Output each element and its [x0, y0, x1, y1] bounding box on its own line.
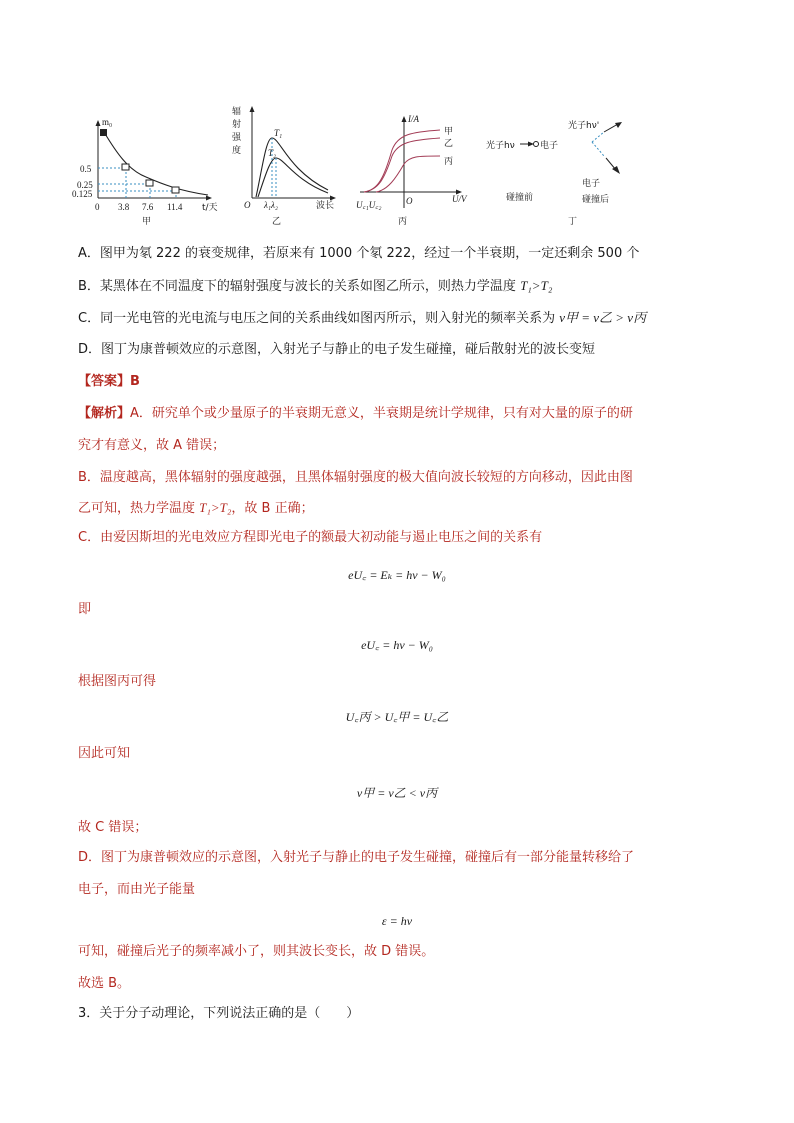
- analysis-choose: 故选 B。: [78, 976, 131, 991]
- analysis-ji: 即: [78, 602, 92, 617]
- figure-jia: [68, 112, 228, 232]
- analysis-b-line1: B．温度越高，黑体辐射的强度越强，且黑体辐射强度的极大值向波长较短的方向移动，因此由图: [78, 470, 633, 485]
- answer-label: 【答案】: [78, 374, 131, 389]
- analysis-d-line3: 可知，碰撞后光子的频率减小了，则其波长变长，故 D 错误。: [78, 944, 435, 959]
- yi-curve1: T₁: [274, 128, 283, 138]
- bing-caption: 丙: [398, 217, 408, 227]
- jia-ylabel: m₀: [102, 117, 113, 127]
- jia-xtick-1: 3.8: [118, 202, 130, 212]
- yi-caption: 乙: [272, 217, 282, 227]
- yi-origin: O: [244, 200, 251, 210]
- analysis-b-line2: [78, 498, 314, 519]
- option-d: D．图丁为康普顿效应的示意图，入射光子与静止的电子发生碰撞，碰后散射光的波长变短: [78, 342, 596, 357]
- yi-xlabel: 波长: [316, 201, 335, 211]
- ding-caption: 丁: [568, 217, 578, 227]
- jia-xlabel: t/天: [202, 203, 218, 213]
- equation-4: ν甲 = ν乙 < ν丙: [356, 786, 438, 800]
- option-a: A．图甲为氡 222 的衰变规律，若原来有 1000 个氡 222，经过一个半衰期，一定还剩余 500 个: [78, 246, 640, 261]
- jia-caption: 甲: [142, 217, 152, 227]
- jia-xtick-2: 7.6: [142, 202, 154, 212]
- analysis-a-line2: 究才有意义，故 A 错误；: [78, 438, 226, 453]
- yi-ylabel-3: 度: [232, 146, 242, 156]
- analysis-yin: 因此可知: [78, 746, 131, 761]
- figure-bing: [352, 112, 482, 232]
- photocurrent-chart: [352, 112, 482, 232]
- figure-yi: [228, 100, 348, 232]
- bing-xlabel: U/V: [452, 194, 467, 204]
- analysis-c-line1: C．由爱因斯坦的光电效应方程即光电子的额最大初动能与遏止电压之间的关系有: [78, 530, 543, 545]
- ding-photon-in: 光子hν: [486, 141, 515, 151]
- compton-diagram: [482, 112, 642, 232]
- ding-after: 碰撞后: [582, 195, 610, 205]
- bing-curve-1: 乙: [444, 139, 454, 149]
- yi-ylabel-1: 射: [232, 120, 242, 130]
- yi-peak-labels: λ₁λ₂: [264, 200, 279, 210]
- analysis-d-line1: D．图丁为康普顿效应的示意图，入射光子与静止的电子发生碰撞，碰撞后有一部分能量转移给了: [78, 850, 635, 865]
- jia-xtick-3: 11.4: [167, 202, 183, 212]
- ding-electron-out: 电子: [582, 179, 601, 189]
- answer-line: [78, 372, 140, 392]
- yi-curve2: T₂: [268, 148, 277, 158]
- ding-electron: 电子: [540, 141, 559, 151]
- jia-ytick-1: 0.25: [77, 180, 93, 190]
- equation-5: ε = hν: [381, 914, 413, 928]
- option-c: [78, 308, 646, 329]
- ding-before: 碰撞前: [506, 193, 534, 203]
- blackbody-chart: [228, 100, 348, 232]
- equation-2: eU꜀ = hν − W₀: [361, 638, 433, 652]
- bing-curve-2: 丙: [444, 157, 454, 167]
- jia-xtick-0: 0: [95, 202, 100, 212]
- bing-origin: O: [406, 196, 413, 206]
- bing-uc-labels: U꜀₁U꜀₂: [356, 200, 382, 210]
- option-c-math: ν甲 = ν乙 > ν丙: [559, 310, 647, 325]
- option-c-text: C．同一光电管的光电流与电压之间的关系曲线如图丙所示，则入射光的频率关系为: [78, 311, 560, 326]
- answer-value: B: [130, 374, 140, 389]
- jia-ytick-2: 0.125: [72, 189, 93, 199]
- bing-curve-0: 甲: [444, 127, 454, 137]
- analysis-a-text1: A．研究单个或少量原子的半衰期无意义，半衰期是统计学规律，只有对大量的原子的研: [130, 406, 633, 421]
- equation-1: eU꜀ = Eₖ = hν − W₀: [348, 568, 446, 582]
- option-b: [78, 276, 552, 297]
- decay-chart: [68, 112, 228, 232]
- equation-3: U꜀丙 > U꜀甲 = U꜀乙: [345, 710, 449, 724]
- analysis-b-text: 乙可知，热力学温度: [78, 501, 200, 516]
- question-3: 3．关于分子动理论，下列说法正确的是（ ）: [78, 1006, 360, 1021]
- analysis-b-end: ，故 B 正确；: [231, 501, 314, 516]
- analysis-b-math: T₁>T₂: [199, 500, 232, 515]
- yi-ylabel-2: 强: [232, 133, 242, 143]
- yi-ylabel-0: 辐: [232, 107, 242, 117]
- option-b-math: T₁>T₂: [520, 278, 553, 293]
- ding-photon-out: 光子hν': [568, 121, 600, 131]
- bing-ylabel: I/A: [408, 114, 419, 124]
- analysis-gen: 根据图丙可得: [78, 674, 157, 689]
- analysis-label: 【解析】: [78, 406, 131, 421]
- figure-ding: [482, 112, 642, 232]
- analysis-a-line1: [78, 404, 633, 424]
- analysis-c-end: 故 C 错误；: [78, 820, 148, 835]
- option-b-text: B．某黑体在不同温度下的辐射强度与波长的关系如图乙所示，则热力学温度: [78, 279, 521, 294]
- analysis-d-line2: 电子，而由光子能量: [78, 882, 196, 897]
- jia-ytick-0: 0.5: [80, 164, 92, 174]
